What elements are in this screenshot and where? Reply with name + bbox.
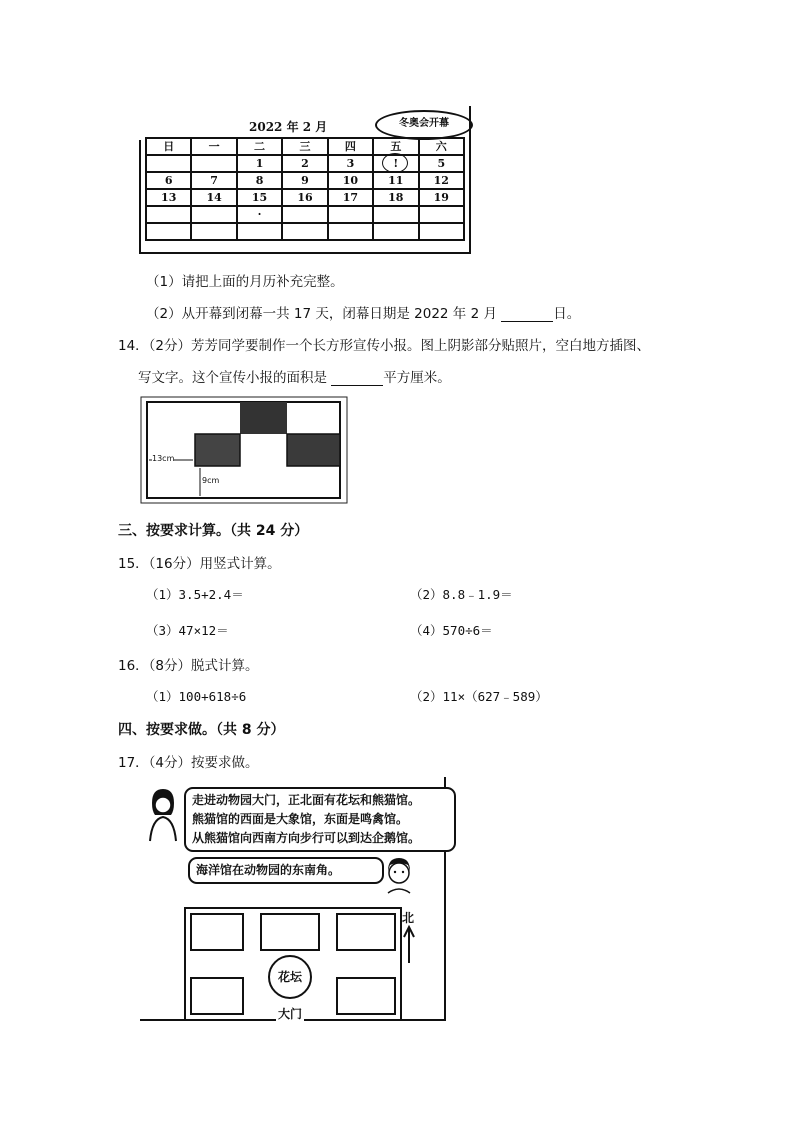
day-cell: 3 [328, 155, 373, 172]
q15-item: （3）47×12＝ [146, 623, 229, 638]
q15-item: （4）570÷6＝ [410, 623, 493, 638]
poster-diagram [140, 396, 348, 504]
day-cell [282, 223, 327, 240]
calendar-week-row [146, 206, 464, 223]
day-cell: 16 [282, 189, 327, 206]
section3-heading: 三、按要求计算。（共 24 分） [118, 523, 309, 539]
speech-bubble-boy [188, 857, 384, 884]
answer-blank[interactable] [501, 307, 553, 322]
speech-line: 熊猫馆的西面是大象馆，东面是鸣禽馆。 [192, 812, 409, 826]
calendar-title: 2022 年 2 月 [249, 120, 328, 134]
calendar-grid [145, 137, 465, 241]
weekday-header: 二 [237, 138, 282, 155]
weekday-header: 四 [328, 138, 373, 155]
weekday-header: 日 [146, 138, 191, 155]
day-cell: 10 [328, 172, 373, 189]
day-cell: 2 [282, 155, 327, 172]
weekday-header: 五 [373, 138, 418, 155]
q14-line2 [138, 366, 451, 386]
day-cell [146, 223, 191, 240]
q14-line1: 14．（2分）芳芳同学要制作一个长方形宣传小报。图上阴影部分贴照片，空白地方插图、 [118, 338, 651, 354]
day-cell [146, 206, 191, 223]
day-cell: 12 [419, 172, 464, 189]
day-cell: 6 [146, 172, 191, 189]
q13-sub2 [146, 302, 580, 322]
day-cell [328, 223, 373, 240]
speech-bubble-girl [184, 787, 456, 852]
day-cell [328, 206, 373, 223]
photo-square [195, 434, 240, 466]
q14-line2-suffix: 平方厘米。 [383, 370, 451, 386]
q17-title: 17．（4分）按要求做。 [118, 755, 259, 771]
calendar-week-row [146, 172, 464, 189]
north-label: 北 [402, 911, 415, 925]
weekday-header: 三 [282, 138, 327, 155]
day-cell [419, 206, 464, 223]
day-cell: 1 [237, 155, 282, 172]
answer-blank[interactable] [331, 371, 383, 386]
day-cell-circled [373, 155, 418, 172]
zoo-building-plot [190, 977, 244, 1015]
speech-line: 走进动物园大门，正北面有花坛和熊猫馆。 [192, 793, 421, 807]
north-arrow-icon [402, 925, 416, 965]
calendar-bottom-frame [139, 252, 471, 254]
calendar-right-frame [469, 106, 471, 254]
day-cell [191, 223, 236, 240]
calendar-figure [139, 106, 471, 254]
photo-square [240, 402, 287, 434]
day-cell: 14 [191, 189, 236, 206]
day-cell: 15 [237, 189, 282, 206]
calendar-week-row [146, 155, 464, 172]
boy-icon [380, 855, 418, 895]
day-cell: 9 [282, 172, 327, 189]
zoo-map-figure [140, 777, 446, 1021]
opening-speech-bubble: 冬奥会开幕 [375, 110, 473, 140]
weekday-header: 六 [419, 138, 464, 155]
opening-day-mark: ! [393, 157, 399, 170]
q13-sub2-text: （2）从开幕到闭幕一共 17 天，闭幕日期是 2022 年 2 月 [146, 306, 502, 322]
width-label: 13cm [152, 454, 175, 463]
q15-title: 15．（16分）用竖式计算。 [118, 556, 281, 572]
q14-line2-text: 写文字。这个宣传小报的面积是 [138, 370, 332, 386]
day-cell: 19 [419, 189, 464, 206]
flower-bed: 花坛 [268, 955, 312, 999]
speech-line: 从熊猫馆向西南方向步行可以到达企鹅馆。 [192, 831, 421, 845]
speech-line: 海洋馆在动物园的东南角。 [196, 863, 341, 877]
day-cell [282, 206, 327, 223]
day-cell: 11 [373, 172, 418, 189]
day-cell [237, 223, 282, 240]
girl-icon [144, 785, 182, 843]
day-cell: · [237, 206, 282, 223]
q15-item: （1）3.5+2.4＝ [146, 587, 244, 602]
zoo-building-plot [190, 913, 244, 951]
weekday-header: 一 [191, 138, 236, 155]
q16-item: （1）100+618÷6 [146, 689, 247, 704]
circle-mark [382, 153, 408, 173]
calendar-header-row [146, 138, 464, 155]
height-label: 9cm [202, 476, 220, 485]
day-cell [373, 206, 418, 223]
calendar-week-row [146, 223, 464, 240]
q13-sub2-suffix: 日。 [553, 306, 581, 322]
zoo-building-plot [336, 913, 396, 951]
q13-sub1: （1）请把上面的月历补充完整。 [146, 274, 344, 290]
day-cell: 7 [191, 172, 236, 189]
zoo-building-plot [260, 913, 320, 951]
day-cell: 17 [328, 189, 373, 206]
calendar-left-frame [139, 140, 141, 254]
photo-square [287, 434, 340, 466]
main-gate-label: 大门 [278, 1007, 303, 1021]
day-cell [419, 223, 464, 240]
day-cell: 13 [146, 189, 191, 206]
poster-figure [140, 396, 348, 504]
q15-item: （2）8.8﹣1.9＝ [410, 587, 513, 602]
day-cell [373, 223, 418, 240]
day-cell: 8 [237, 172, 282, 189]
zoo-building-plot [336, 977, 396, 1015]
day-cell [191, 155, 236, 172]
day-cell: 5 [419, 155, 464, 172]
day-cell [191, 206, 236, 223]
q16-title: 16．（8分）脱式计算。 [118, 658, 259, 674]
day-cell: 18 [373, 189, 418, 206]
section4-heading: 四、按要求做。（共 8 分） [118, 722, 285, 738]
calendar-week-row [146, 189, 464, 206]
q16-item: （2）11×（627﹣589） [410, 689, 548, 704]
day-cell [146, 155, 191, 172]
